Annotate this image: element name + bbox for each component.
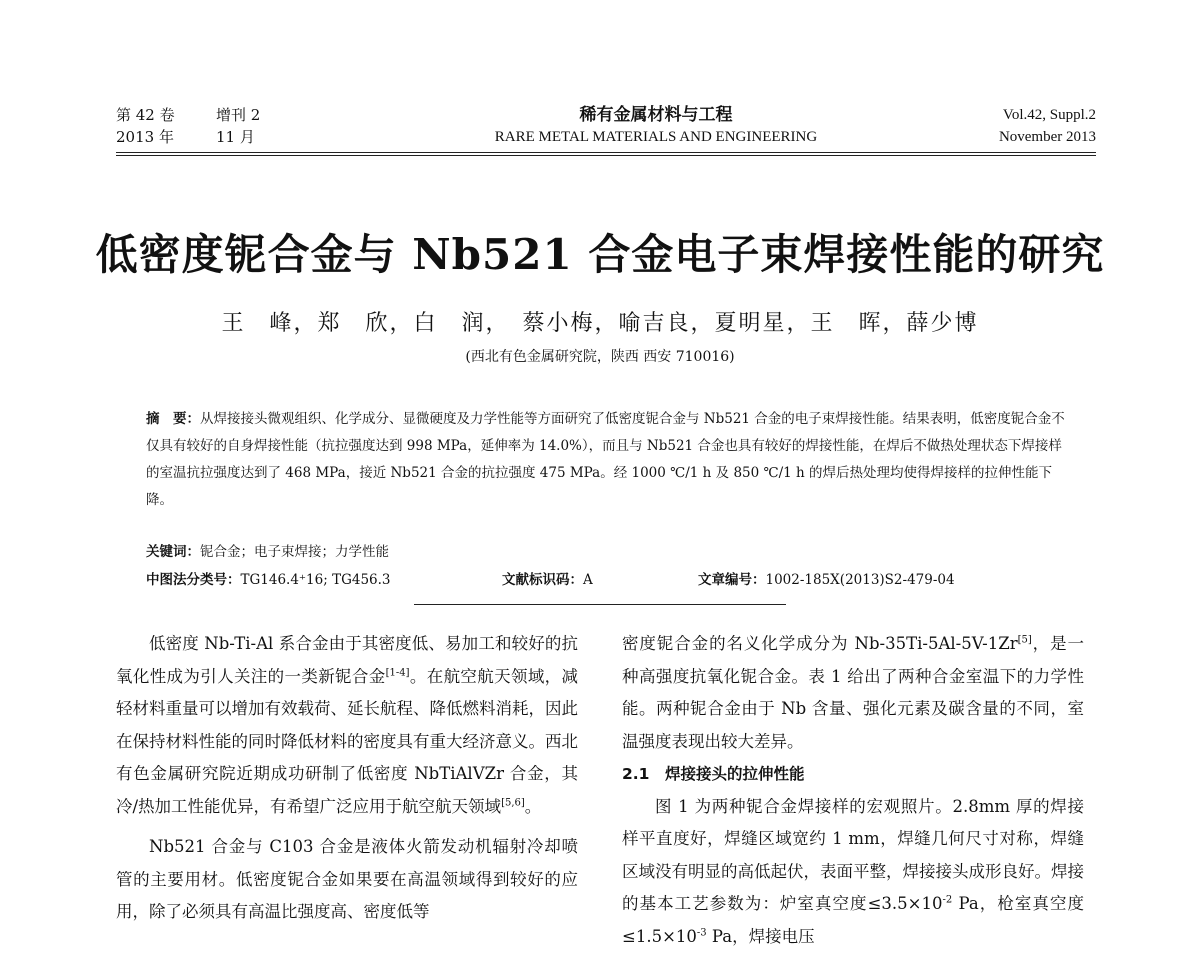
body-paragraph — [622, 628, 1084, 758]
header-rule-thin — [116, 155, 1096, 156]
abstract-label: 摘 要： — [146, 411, 200, 427]
article-number-label: 文章编号： — [698, 572, 766, 588]
header-volume-en — [999, 104, 1096, 148]
article-number-value: 1002-185X(2013)S2-479-04 — [766, 572, 955, 588]
body-paragraph — [116, 628, 578, 823]
text-run: Pa，枪室真空度≤1.5×10 — [622, 894, 1084, 946]
body-paragraph: Nb521 合金与 C103 合金是液体火箭发动机辐射冷却喷管的主要用材。低密度铌合金如果要在高温领域得到较好的应用，除了必须具有高温比强度高、密度低等 — [116, 831, 578, 929]
issue: 增刊 2 — [216, 104, 260, 126]
text-run: 。在航空航天领域，减轻材料重量可以增加有效载荷、延长航程、降低燃料消耗，因此在保持材料性能的同时降低材料的密度具有重大经济意义。西北有色金属研究院近期成功研制了低密度 NbTiAlVZr 合金，其冷/热加工性能优异，有希望广泛应用于航空航天领域 — [116, 667, 578, 816]
citation: [1-4] — [386, 667, 410, 678]
volume: 第 42 卷 — [116, 104, 216, 126]
volume-en: Vol.42, Suppl.2 — [999, 104, 1096, 126]
abstract-text: 从焊接接头微观组织、化学成分、显微硬度及力学性能等方面研究了低密度铌合金与 Nb521 合金的电子束焊接性能。结果表明，低密度铌合金不仅具有较好的自身焊接性能（抗拉强度达到 998 MPa，延伸率为 14.0%），而且与 Nb521 合金也具有较好的焊接性能，在焊后不做热处理状态下焊接样的室温抗拉强度达到了 468 MPa，接近 Nb521 合金的抗拉强度 475 MPa。经 1000 ℃/1 h 及 850 ℃/1 h 的焊后热处理均使得焊接样的拉伸性能下降。 — [146, 411, 1065, 508]
doc-code-field — [502, 568, 593, 588]
section-heading: 2.1 焊接接头的拉伸性能 — [622, 758, 1084, 791]
journal-name-en: RARE METAL MATERIALS AND ENGINEERING — [446, 126, 866, 148]
year: 2013 年 — [116, 126, 216, 148]
clc-value: TG146.4⁺16; TG456.3 — [241, 572, 391, 588]
citation: [5] — [1018, 635, 1032, 646]
month: 11 月 — [216, 126, 255, 148]
clc-field — [146, 568, 391, 588]
citation: [5,6] — [501, 797, 525, 808]
doc-code-value: A — [583, 572, 593, 588]
author-list: 王 峰，郑 欣，白 润， 蔡小梅，喻吉良，夏明星，王 晖，薛少博 — [0, 306, 1200, 337]
journal-name — [446, 104, 866, 148]
date-en: November 2013 — [999, 126, 1096, 148]
clc-label: 中图法分类号： — [146, 572, 241, 588]
journal-header — [116, 104, 1096, 154]
text-run: 密度铌合金的名义化学成分为 Nb-35Ti-5Al-5V-1Zr — [622, 634, 1018, 653]
header-issue-info — [116, 104, 260, 148]
exponent: -2 — [943, 895, 953, 906]
text-run: 低密度 Nb-Ti-Al 系合金由于其密度低、易加工和较好的抗氧化性成为引人关注的一类新铌合金 — [116, 634, 578, 686]
exponent: -3 — [697, 927, 707, 938]
keywords-label: 关键词： — [146, 544, 200, 560]
paper-title: 低密度铌合金与 Nb521 合金电子束焊接性能的研究 — [0, 222, 1200, 282]
body-right-column — [622, 628, 1084, 953]
header-rule — [116, 152, 1096, 153]
text-run: Pa，焊接电压 — [707, 927, 815, 946]
abstract — [146, 406, 1066, 514]
text-run: 。 — [525, 797, 542, 816]
affiliation: (西北有色金属研究院，陕西 西安 710016) — [0, 346, 1200, 366]
article-number-field — [698, 568, 955, 588]
classification-line — [146, 568, 1066, 592]
keywords-text: 铌合金；电子束焊接；力学性能 — [200, 544, 389, 560]
doc-code-label: 文献标识码： — [502, 572, 583, 588]
body-left-column — [116, 628, 578, 929]
abstract-separator — [414, 604, 786, 605]
text-run: ，是一种高强度抗氧化铌合金。表 1 给出了两种合金室温下的力学性能。两种铌合金由于 Nb 含量、强化元素及碳含量的不同，室温强度表现出较大差异。 — [622, 634, 1084, 751]
text-run: 图 1 为两种铌合金焊接样的宏观照片。2.8mm 厚的焊接样平直度好，焊缝区域宽约 1 mm，焊缝几何尺寸对称，焊缝区域没有明显的高低起伏，表面平整，焊接接头成形良好。焊接的基本工艺参数为：炉室真空度≤3.5×10 — [622, 797, 1084, 914]
journal-name-cn: 稀有金属材料与工程 — [446, 104, 866, 126]
keywords — [146, 540, 389, 560]
